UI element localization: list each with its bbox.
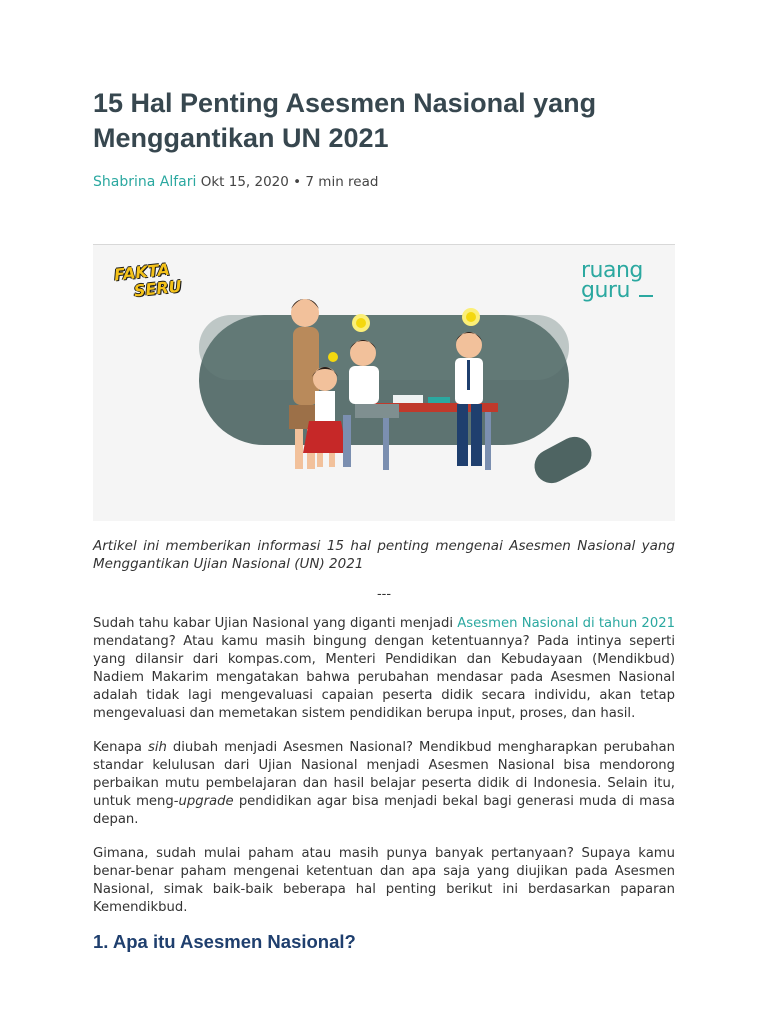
brand-line-2: guru: [581, 278, 630, 303]
p2-text-c: pendidikan agar bisa menjadi bekal bagi generasi muda di masa depan.: [93, 793, 675, 827]
publish-date: Okt 15, 2020: [200, 174, 289, 190]
badge-line-1: FAKTA: [113, 259, 171, 285]
p2-text-b: diubah menjadi Asesmen Nasional? Mendikbud mengharapkan perubahan standar kelulusan dari Ujian Nasional menjadi Asesmen Nasional bisa mendorong perbaikan mutu pembelajaran dan hasil belajar peserta didik di Indonesia. Selain itu, untuk meng-: [93, 739, 675, 809]
article: [93, 86, 675, 968]
article-title: 15 Hal Penting Asesmen Nasional yang Menggantikan UN 2021: [93, 88, 597, 153]
author-link[interactable]: Shabrina Alfari: [93, 174, 197, 190]
p2-text-a: Kenapa: [93, 739, 148, 755]
paragraph-3: Gimana, sudah mulai paham atau masih punya banyak pertanyaan? Supaya kamu benar-benar paham mengenai ketentuan dan apa saja yang diujikan pada Asesmen Nasional, simak baik-baik beberapa hal penting berikut ini berdasarkan paparan Kemendikbud.: [93, 845, 675, 915]
hero-image: [93, 245, 675, 521]
small-capsule-icon: [529, 431, 598, 489]
brand-line-1: ruang: [581, 258, 643, 283]
paragraph-2: [93, 739, 675, 829]
meta-bullet: •: [293, 174, 302, 190]
read-time: 7 min read: [305, 174, 379, 190]
student-standing-icon: [455, 332, 483, 466]
p1-text-after: mendatang? Atau kamu masih bingung dengan ketentuannya? Pada intinya seperti yang dilansir dari kompas.com, Menteri Pendidikan dan Kebudayaan (Mendikbud) Nadiem Makarim mengatakan bahwa perubahan mendasar pada Asesmen Nasional adalah tidak lagi mengevaluasi capaian peserta didik secara individu, akan tetap mengevaluasi dan memetakan sistem pendidikan berupa input, proses, dan hasil.: [93, 633, 675, 721]
illustration: [93, 245, 675, 521]
paragraph-1: [93, 615, 675, 723]
p1-text-before: Sudah tahu kabar Ujian Nasional yang diganti menjadi: [93, 615, 458, 631]
p2-italic-sih: sih: [148, 739, 167, 755]
badge-line-2: SERU: [132, 276, 183, 301]
separator: ---: [376, 586, 392, 602]
asesmen-nasional-link[interactable]: Asesmen Nasional di tahun 2021: [457, 615, 675, 631]
section-heading: 1. Apa itu Asesmen Nasional?: [93, 930, 356, 952]
article-meta: [93, 174, 675, 190]
p2-italic-upgrade: upgrade: [178, 793, 234, 809]
image-caption: Artikel ini memberikan informasi 15 hal penting mengenai Asesmen Nasional yang Menggantikan Ujian Nasional (UN) 2021: [93, 538, 675, 572]
